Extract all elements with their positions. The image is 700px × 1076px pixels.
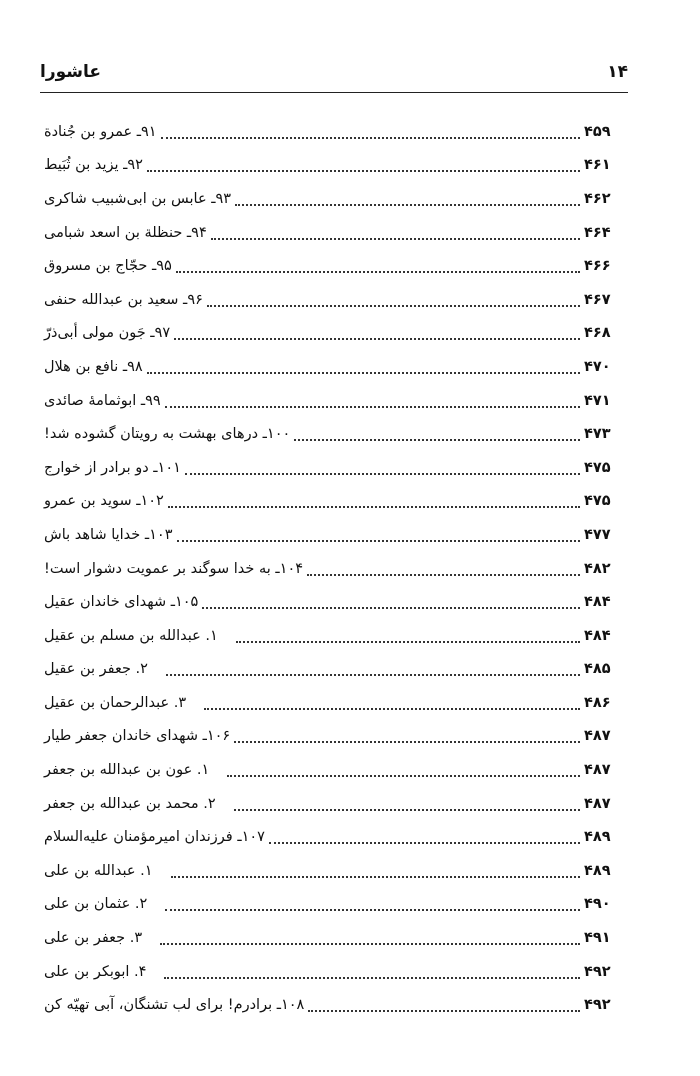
toc-entry-page: ۴۷۱ [584,392,611,409]
dot-leader [227,763,580,777]
dot-leader [269,830,580,844]
toc-entry-label: ۱۰۵ـ شهدای خاندان عقیل [44,594,199,611]
dot-leader [234,729,580,743]
toc-entry-label: ۱۰۶ـ شهدای خاندان جعفر طیار [44,728,231,745]
toc-entry-label: ۹۷ـ جَون مولی أبی‌ذرّ [44,325,171,342]
toc-entry-page: ۴۵۹ [584,123,611,140]
toc-entry-label: ۹۸ـ نافع بن هلال [44,358,143,375]
toc-entry [40,888,628,922]
toc-entry-label: ۱۰۷ـ فرزندان امیرمؤمنان علیه‌السلام [44,829,265,846]
table-of-contents [40,115,628,1022]
dot-leader [207,293,580,307]
dot-leader [211,226,580,240]
dot-leader [308,998,580,1012]
toc-entry-label: ۹۴ـ حنظلة بن اسعد شبامی [44,224,207,241]
toc-entry-page: ۴۸۷ [584,728,611,745]
toc-entry-page: ۴۷۳ [584,426,611,443]
running-title: عاشورا [40,62,101,82]
toc-entry-label: ۱. عون بن عبدالله بن جعفر [44,762,210,779]
dot-leader [165,897,580,911]
toc-entry [40,854,628,888]
toc-entry-page: ۴۷۰ [584,358,611,375]
dot-leader [202,595,580,609]
toc-entry-page: ۴۸۹ [584,862,611,879]
toc-entry-page: ۴۶۷ [584,291,611,308]
toc-entry-label: ۹۶ـ سعید بن عبدالله حنفی [44,291,203,308]
toc-entry-label: ۱۰۳ـ خدایا شاهد باش [44,526,173,543]
toc-entry-label: ۹۲ـ یزید بن ثُبَیط [44,157,143,174]
toc-entry-page: ۴۷۵ [584,493,611,510]
toc-entry-label: ۹۵ـ حجّاج بن مسروق [44,258,172,275]
toc-entry-page: ۴۸۹ [584,829,611,846]
dot-leader [168,494,580,508]
toc-entry-label: ۱۰۴ـ به خدا سوگند بر عمویت دشوار است! [44,560,304,577]
toc-entry [40,249,628,283]
dot-leader [171,864,580,878]
toc-entry-label: ۱۰۸ـ برادرم! برای لب تشنگان، آبی تهیّه کن [44,997,305,1014]
toc-entry [40,115,628,149]
toc-entry [40,988,628,1022]
toc-entry-label: ۲. محمد بن عبدالله بن جعفر [44,795,216,812]
dot-leader [294,427,580,441]
toc-entry [40,451,628,485]
toc-entry-page: ۴۸۵ [584,661,611,678]
toc-entry [40,820,628,854]
dot-leader [236,629,580,643]
dot-leader [204,696,580,710]
dot-leader [147,360,580,374]
toc-entry-page: ۴۸۴ [584,627,611,644]
toc-entry [40,350,628,384]
toc-entry-label: ۴. ابوبکر بن علی [44,963,147,980]
toc-entry-label: ۳. جعفر بن علی [44,930,143,947]
toc-entry-label: ۲. جعفر بن عقیل [44,661,148,678]
toc-entry [40,149,628,183]
dot-leader [165,394,580,408]
toc-entry-page: ۴۶۴ [584,224,611,241]
toc-entry [40,485,628,519]
dot-leader [166,662,580,676]
toc-entry-page: ۴۶۲ [584,190,611,207]
toc-entry-label: ۲. عثمان بن علی [44,896,148,913]
toc-entry-label: ۹۱ـ عمرو بن جُنادة [44,123,157,140]
dot-leader [176,259,580,273]
toc-entry [40,417,628,451]
toc-entry [40,216,628,250]
toc-entry-page: ۴۹۲ [584,997,611,1014]
toc-entry-page: ۴۹۰ [584,896,611,913]
toc-entry-page: ۴۶۸ [584,325,611,342]
dot-leader [161,125,580,139]
toc-entry [40,552,628,586]
toc-entry-label: ۱. عبدالله بن مسلم بن عقیل [44,627,218,644]
toc-entry [40,653,628,687]
toc-entry-page: ۴۸۲ [584,560,611,577]
dot-leader [177,528,581,542]
toc-entry-page: ۴۶۶ [584,258,611,275]
toc-entry [40,619,628,653]
toc-entry-page: ۴۹۱ [584,930,611,947]
dot-leader [234,797,580,811]
toc-entry [40,384,628,418]
page-number: ۱۴ [607,62,628,82]
toc-entry [40,955,628,989]
dot-leader [164,965,580,979]
toc-entry-page: ۴۸۶ [584,694,611,711]
toc-entry-page: ۴۶۱ [584,157,611,174]
toc-entry-page: ۴۷۷ [584,526,611,543]
toc-entry-label: ۱۰۱ـ دو برادر از خوارج [44,459,181,476]
toc-entry [40,518,628,552]
toc-entry-page: ۴۸۴ [584,594,611,611]
toc-entry-label: ۱۰۰ـ درهای بهشت به رویتان گشوده شد! [44,426,291,443]
toc-entry-page: ۴۹۲ [584,963,611,980]
toc-entry [40,317,628,351]
toc-entry [40,720,628,754]
toc-entry-label: ۹۳ـ عابس بن ابی‌شبیب شاکری [44,190,232,207]
dot-leader [174,326,580,340]
toc-entry-page: ۴۷۵ [584,459,611,476]
running-header [40,58,628,93]
dot-leader [307,562,580,576]
toc-entry-label: ۱. عبدالله بن علی [44,862,153,879]
toc-entry-label: ۹۹ـ ابوثمامهٔ صائدی [44,392,161,409]
dot-leader [235,192,580,206]
toc-entry-label: ۳. عبدالرحمان بن عقیل [44,694,187,711]
toc-entry [40,283,628,317]
toc-entry-page: ۴۸۷ [584,762,611,779]
dot-leader [185,461,580,475]
dot-leader [160,931,580,945]
toc-entry-label: ۱۰۲ـ سوید بن عمرو [44,493,164,510]
toc-entry [40,182,628,216]
toc-entry [40,686,628,720]
toc-entry-page: ۴۸۷ [584,795,611,812]
toc-entry [40,787,628,821]
toc-entry [40,585,628,619]
dot-leader [147,158,580,172]
toc-entry [40,753,628,787]
toc-entry [40,921,628,955]
